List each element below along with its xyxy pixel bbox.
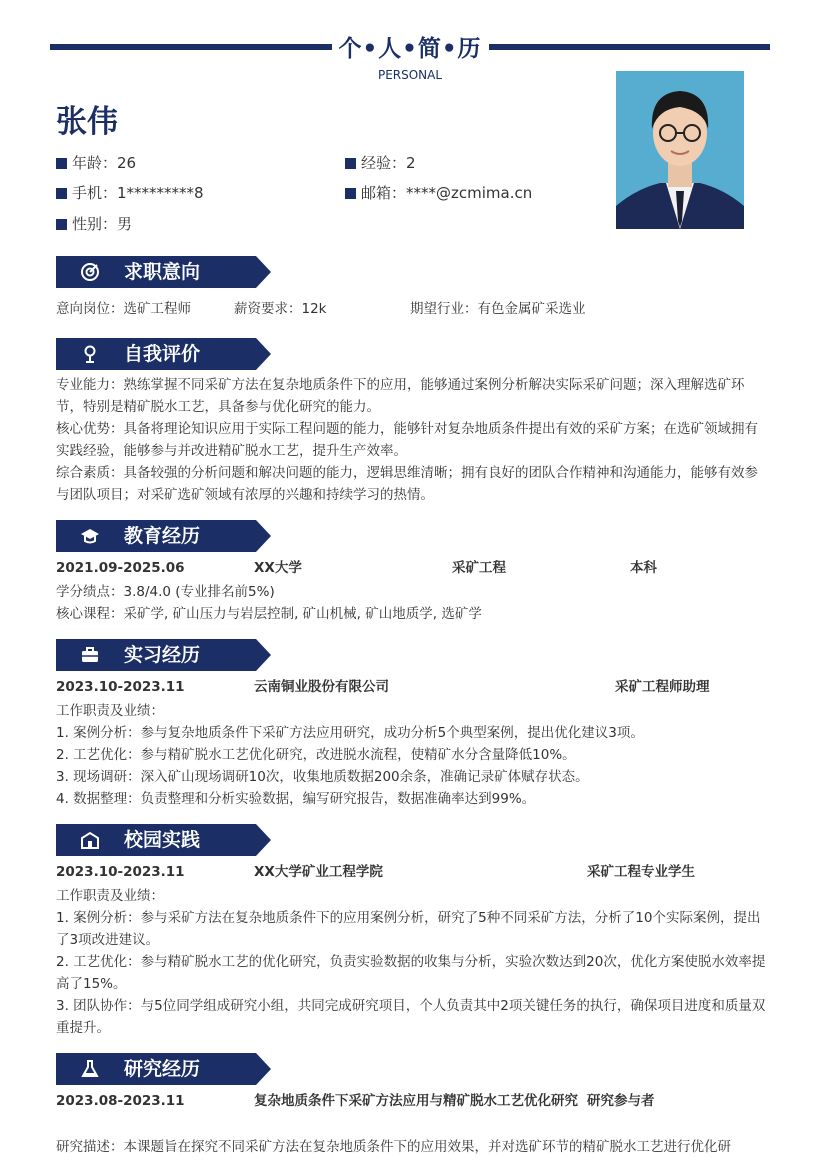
bullet-square-icon	[56, 158, 67, 169]
intent-industry: 期望行业：有色金属矿采选业	[410, 301, 586, 317]
self-professional: 专业能力：熟练掌握不同采矿方法在复杂地质条件下的应用，能够通过案例分析解决实际采矿问题；深入理解选矿环节，特别是精矿脱水工艺，具备参与优化研究的能力。	[56, 377, 745, 415]
list-item: 3. 团队协作：与5位同学组成研究小组，共同完成研究项目，个人负责其中2项关键任务的执行，确保项目进度和质量双重提升。	[56, 998, 766, 1036]
list-item: 1. 案例分析：参与复杂地质条件下采矿方法应用研究，成功分析5个典型案例，提出优化建议3项。	[56, 725, 644, 741]
intent-salary: 薪资要求：12k	[234, 301, 327, 317]
email-value: ****@zcmima.cn	[406, 184, 533, 202]
research-description: 研究描述：本课题旨在探究不同采矿方法在复杂地质条件下的应用效果，并对选矿环节的精矿脱水工艺进行优化研	[56, 1139, 731, 1155]
bullet-square-icon	[56, 219, 67, 230]
section-title: 研究经历	[124, 1058, 201, 1080]
section-header-self	[56, 338, 271, 370]
flower-icon	[80, 344, 100, 364]
gender-label: 性别：	[72, 215, 118, 233]
list-item: 1. 案例分析：参与采矿方法在复杂地质条件下的应用案例分析，研究了5种不同采矿方法，分析了10个实际案例，提出了3项改进建议。	[56, 910, 761, 948]
list-item: 2. 工艺优化：参与精矿脱水工艺优化研究，改进脱水流程，使精矿水分含量降低10%。	[56, 747, 576, 763]
phone-info	[56, 183, 204, 203]
phone-value: 1*********8	[117, 184, 204, 202]
candidate-name: 张伟	[56, 104, 118, 140]
section-header-intent	[56, 256, 271, 288]
bullet-square-icon	[345, 158, 356, 169]
bullet-square-icon	[345, 188, 356, 199]
age-info	[56, 153, 136, 173]
campus-duty-label: 工作职责及业绩：	[56, 888, 164, 904]
campus-date: 2023.10-2023.11	[56, 864, 185, 880]
internship-company: 云南铜业股份有限公司	[254, 679, 389, 695]
section-title: 校园实践	[124, 829, 201, 851]
briefcase-icon	[80, 645, 100, 665]
research-role: 研究参与者	[587, 1093, 655, 1109]
list-item: 4. 数据整理：负责整理和分析实验数据，编写研究报告，数据准确率达到99%。	[56, 791, 536, 807]
education-date: 2021.09-2025.06	[56, 560, 185, 576]
page-subtitle: PERSONAL	[377, 68, 443, 82]
intent-position: 意向岗位：选矿工程师	[56, 301, 191, 317]
building-icon	[80, 830, 100, 850]
flask-icon	[80, 1059, 100, 1079]
list-item: 3. 现场调研：深入矿山现场调研10次，收集地质数据200余条，准确记录矿体赋存状态。	[56, 769, 589, 785]
age-label: 年龄：	[72, 154, 118, 172]
internship-role: 采矿工程师助理	[615, 679, 710, 695]
section-header-education	[56, 520, 271, 552]
header-rule-right	[489, 44, 770, 50]
section-header-internship	[56, 639, 271, 671]
education-gpa: 学分绩点：3.8/4.0 (专业排名前5%)	[56, 584, 275, 600]
section-title: 教育经历	[124, 525, 201, 547]
experience-label: 经验：	[361, 154, 407, 172]
graduation-cap-icon	[80, 526, 100, 546]
age-value: 26	[117, 154, 137, 172]
header-rule-left	[50, 44, 332, 50]
profile-photo	[616, 71, 744, 229]
phone-label: 手机：	[72, 184, 118, 202]
email-label: 邮箱：	[361, 184, 407, 202]
self-advantage: 核心优势：具备将理论知识应用于实际工程问题的能力，能够针对复杂地质条件提出有效的采矿方案；在选矿领域拥有实践经验，能够参与并改进精矿脱水工艺，提升生产效率。	[56, 421, 758, 459]
section-title: 求职意向	[124, 261, 201, 283]
list-item: 2. 工艺优化：参与精矿脱水工艺的优化研究，负责实验数据的收集与分析，实验次数达到20次，优化方案使脱水效率提高了15%。	[56, 954, 766, 992]
section-title: 自我评价	[124, 343, 201, 365]
research-project: 复杂地质条件下采矿方法应用与精矿脱水工艺优化研究	[254, 1093, 578, 1109]
internship-date: 2023.10-2023.11	[56, 679, 185, 695]
target-icon	[80, 262, 100, 282]
campus-role: 采矿工程专业学生	[587, 864, 695, 880]
campus-org: XX大学矿业工程学院	[254, 864, 383, 880]
section-header-research	[56, 1053, 271, 1085]
research-date: 2023.08-2023.11	[56, 1093, 185, 1109]
experience-info	[345, 153, 416, 173]
section-header-campus	[56, 824, 271, 856]
experience-value: 2	[406, 154, 416, 172]
internship-duty-label: 工作职责及业绩：	[56, 703, 164, 719]
gender-info	[56, 214, 132, 234]
education-degree: 本科	[630, 560, 657, 576]
page-title: 个•人•简•历	[338, 36, 482, 62]
bullet-square-icon	[56, 188, 67, 199]
education-courses: 核心课程：采矿学, 矿山压力与岩层控制, 矿山机械, 矿山地质学, 选矿学	[56, 606, 482, 622]
self-quality: 综合素质：具备较强的分析问题和解决问题的能力，逻辑思维清晰；拥有良好的团队合作精神和沟通能力，能够有效参与团队项目；对采矿选矿领域有浓厚的兴趣和持续学习的热情。	[56, 465, 758, 503]
email-info	[345, 183, 532, 203]
section-title: 实习经历	[124, 644, 201, 666]
education-school: XX大学	[254, 560, 302, 576]
education-major: 采矿工程	[452, 560, 506, 576]
gender-value: 男	[117, 215, 133, 233]
